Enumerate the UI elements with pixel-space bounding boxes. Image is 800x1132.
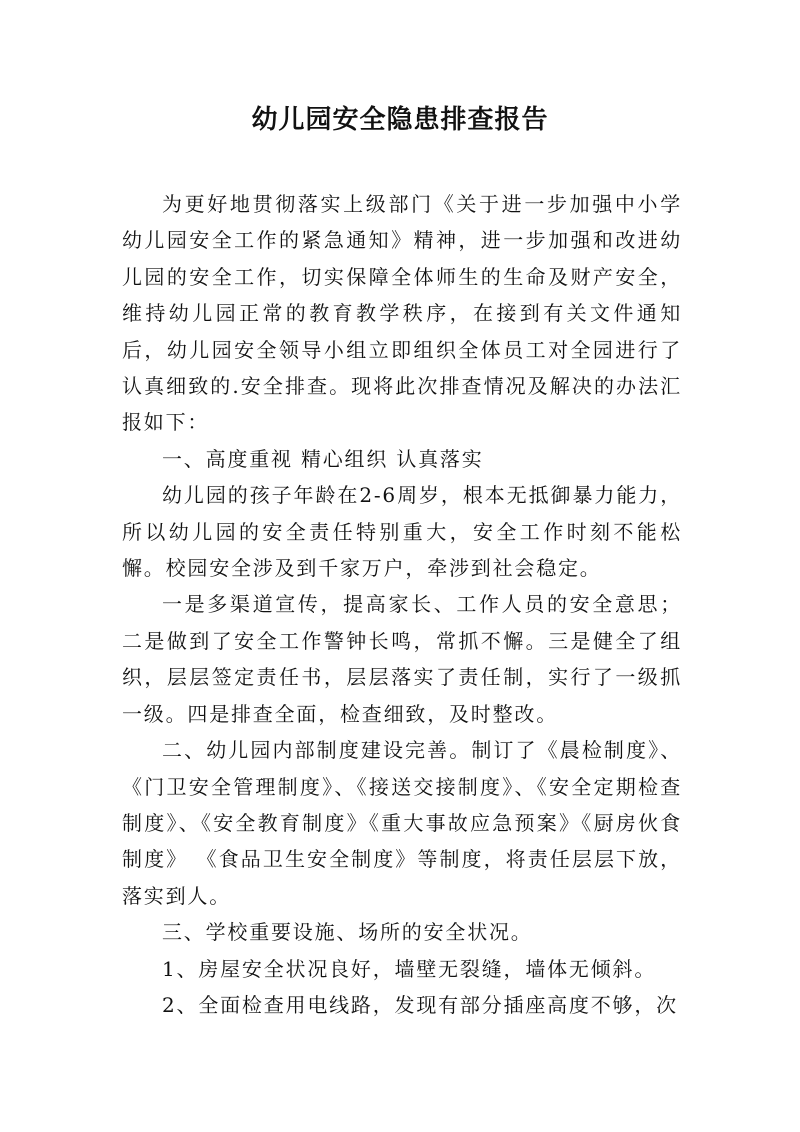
paragraph-measures: 一是多渠道宣传，提高家长、工作人员的安全意思；二是做到了安全工作警钟长鸣，常抓不懈。三是健全了组织，层层签定责任书，层层落实了责任制，实行了一级抓一级。四是排查全面，检查细致，及时整改。 xyxy=(122,592,682,726)
document-body xyxy=(122,186,682,1023)
list-item-1: 1、房屋安全状况良好，墙壁无裂缝，墙体无倾斜。 xyxy=(162,956,657,981)
document-title: 幼儿园安全隐患排查报告 xyxy=(251,105,549,135)
paragraph-age: 幼儿园的孩子年龄在2-6周岁，根本无抵御暴力能力，所以幼儿园的安全责任特别重大，安全工作时刻不能松懈。校园安全涉及到千家万户，牵涉到社会稳定。 xyxy=(122,483,682,581)
paragraph-intro: 为更好地贯彻落实上级部门《关于进一步加强中小学幼儿园安全工作的紧急通知》精神，进一步加强和改进幼儿园的安全工作，切实保障全体师生的生命及财产安全，维持幼儿园正常的教育教学秩序，在接到有关文件通知后，幼儿园安全领导小组立即组织全体员工对全园进行了认真细致的.安全排查。现将此次排查情况及解决的办法汇报如下： xyxy=(122,192,682,435)
paragraph-rules: 二、幼儿园内部制度建设完善。制订了《晨检制度》、《门卫安全管理制度》、《接送交接制度》、《安全定期检查制度》、《安全教育制度》《重大事故应急预案》《厨房伙食制度》 《食品卫生安全制度》等制度，将责任层层下放，落实到人。 xyxy=(122,738,682,908)
list-item-2: 2、全面检查用电线路，发现有部分插座高度不够，次 xyxy=(162,992,678,1017)
section-heading-3: 三、学校重要设施、场所的安全状况。 xyxy=(162,920,533,945)
section-heading-1: 一、高度重视 精心组织 认真落实 xyxy=(162,446,484,471)
